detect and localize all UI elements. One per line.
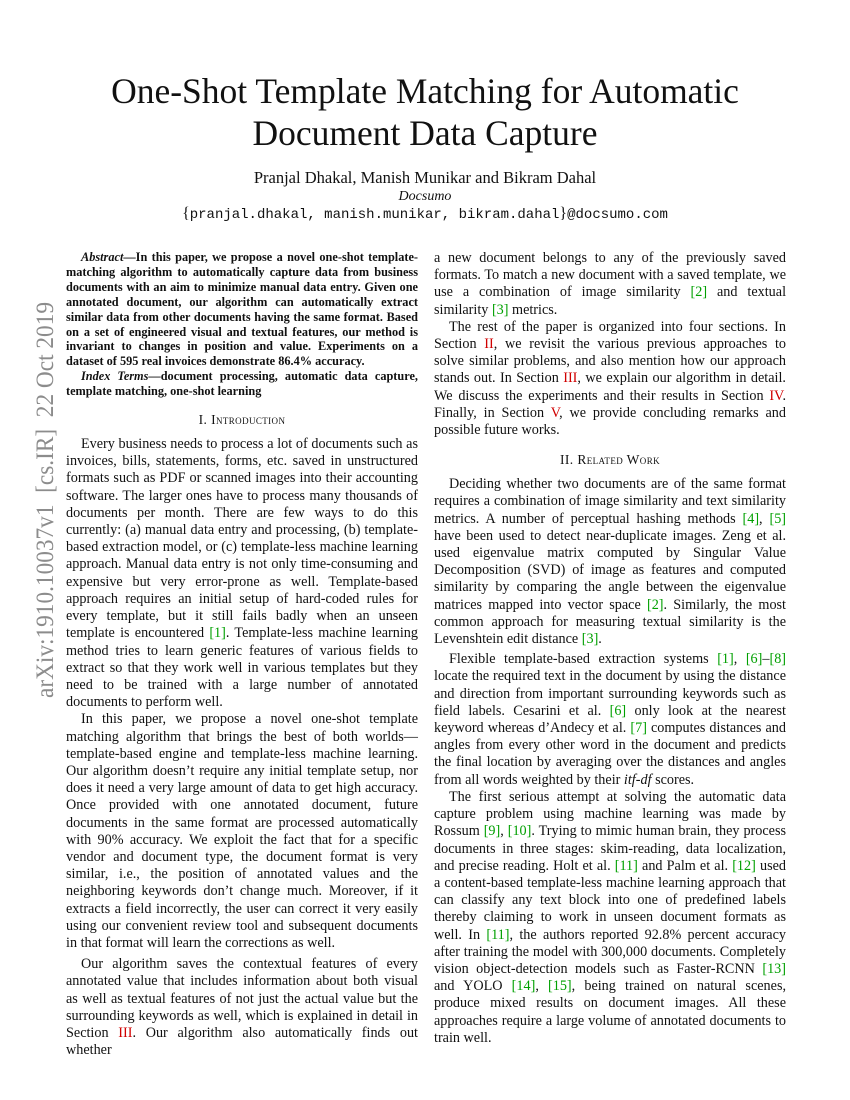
section-heading-related-work: II. Related Work: [559, 452, 660, 468]
citation-link[interactable]: [10]: [507, 823, 532, 840]
abstract-text: —In this paper, we propose a novel one-shot template-matching algorithm to automatically capture data from business documents with an aim to minimize manual data entry. Given one annotated document, our algorithm can automatically extract similar data from other documents having the same format. Based on a set of engineered visual and textual features, our method is invariant to changes in position and value. Experiments on a dataset of 595 real invoices demonstrate 86.4% accuracy.: [66, 250, 418, 369]
affiliation: Docsumo: [398, 189, 452, 204]
intro-paragraph-1: Every business needs to process a lot of documents such as invoices, bills, statements, forms, etc. saved in unstructured formats such as PDF or scanned images into their accounting software. The larger ones have to process many thousands of documents per month. There are few ways to do this currently: (a) manual data entry and processing, (b) template-based extraction model, or (c) template-less machine learning approach. Manual data entry is not only time-consuming and expensive but very error-prone as well. Template-based approach requires an initial setup of hard-coded rules for every template, but it still fails badly when an unseen template is encountered [1]. Template-less machine learning method tries to learn generic features of various fields to extract so that they work well in various templates but they need to be trained with a large number of annotated documents to perform well.: [66, 436, 418, 711]
section-link[interactable]: II: [484, 336, 494, 353]
email-usernames: pranjal.dhakal, manish.munikar, bikram.dahal: [189, 207, 560, 223]
title-line-1: One-Shot Template Matching for Automatic: [111, 71, 739, 111]
section-link[interactable]: V: [550, 404, 560, 421]
citation-link[interactable]: [6]: [609, 702, 627, 719]
citation-link[interactable]: [1]: [717, 651, 734, 668]
citation-link[interactable]: [1]: [209, 625, 226, 642]
brace-open: {: [182, 205, 190, 222]
citation-link[interactable]: [6]: [745, 651, 763, 668]
section-heading-introduction: I. Introduction: [198, 412, 286, 428]
citation-link[interactable]: [8]: [769, 651, 787, 668]
arxiv-identifier-stamp: [18, 300, 66, 700]
section-link[interactable]: IV: [769, 387, 783, 404]
intro-paragraph-3: Our algorithm saves the contextual features of every annotated value that includes information about both visual as well as textual features of not just the actual value but the surrounding keywords as well, which is explained in detail in Section III. Our algorithm also automatically finds out whether: [66, 956, 418, 1059]
section-link[interactable]: III: [563, 370, 578, 387]
citation-link[interactable]: [11]: [486, 926, 510, 943]
abstract: [66, 250, 418, 369]
citation-link[interactable]: [11]: [614, 857, 638, 874]
paper-title: [80, 70, 770, 154]
abstract-label: Abstract: [81, 250, 124, 264]
citation-link[interactable]: [2]: [690, 284, 708, 301]
citation-link[interactable]: [7]: [630, 720, 647, 737]
brace-close: }: [559, 205, 568, 222]
left-column: [66, 250, 418, 1059]
index-terms: [66, 369, 418, 399]
citation-link[interactable]: [4]: [742, 510, 760, 527]
itf-df-term: itf-df: [623, 771, 652, 788]
related-paragraph-2: Flexible template-based extraction systems [1], [6]–[8] locate the required text in the document by using the distance and direction from important surrounding keywords such as field labels. Cesarini et al. [6] only look at the nearest keyword whereas d’Andecy et al. [7] computes distances and angles from every other word in the document and predicts the final location by averaging over the distances and angles from all words weighted by their itf-df scores.: [434, 651, 787, 788]
intro-paragraph-outline: The rest of the paper is organized into four sections. In Section II, we revisit the various previous approaches to solve similar problems, and also mention how our approach stands out. In Section III, we explain our algorithm in detail. We discuss the experiments and their results in Section IV. Finally, in Section V, we provide concluding remarks and possible future works.: [434, 318, 786, 439]
author-emails: [80, 205, 770, 223]
right-column: [434, 250, 786, 1047]
citation-link[interactable]: [3]: [491, 301, 509, 318]
citation-link[interactable]: [13]: [762, 960, 786, 977]
author-list: Pranjal Dhakal, Manish Munikar and Bikram Dahal: [253, 168, 597, 187]
related-paragraph-3: The first serious attempt at solving the automatic data capture problem using machine learning was made by Rossum [9], [10]. Trying to mimic human brain, they process documents in three stages: skim-reading, data localization, and precise reading. Holt et al. [11] and Palm et al. [12] used a content-based template-less machine learning approach that can classify any text block into one of predefined labels thereby claiming to work in unseen document formats as well. In [11], the authors reported 92.8% percent accuracy after training the model with 300,000 documents. Completely vision object-detection models such as Faster-RCNN [13] and YOLO [14], [15], being trained on natural scenes, produce mixed results on document images. All these approaches require a large volume of annotated documents to train well.: [434, 788, 787, 1046]
citation-link[interactable]: [15]: [548, 978, 572, 995]
related-paragraph-1: Deciding whether two documents are of the same format requires a combination of image similarity and text similarity metrics. A number of perceptual hashing methods [4], [5] have been used to detect near-duplicate images. Zeng et al. used eigenvalue matrix computed by Singular Value Decomposition (SVD) of image as features and computed similarity by comparing the angle between the eigenvalue matrices mapped into vector space [2]. Similarly, the most common approach for measuring textual similarity is the Levenshtein edit distance [3].: [434, 476, 787, 648]
title-line-2: Document Data Capture: [252, 113, 598, 153]
section-link[interactable]: III: [118, 1024, 133, 1041]
citation-link[interactable]: [2]: [646, 596, 664, 613]
intro-paragraph-continued: a new document belongs to any of the previously saved formats. To match a new document with a saved template, we use a combination of image similarity [2] and textual similarity [3] metrics.: [434, 250, 787, 318]
citation-link[interactable]: [14]: [511, 978, 536, 995]
citation-link[interactable]: [5]: [769, 510, 787, 527]
index-terms-text: —document processing, automatic data capture, template matching, one-shot learning: [66, 369, 419, 399]
arxiv-id-text: arXiv:1910.10037v1 [cs.IR] 22 Oct 2019: [30, 300, 59, 698]
citation-link[interactable]: [9]: [483, 823, 501, 840]
citation-link[interactable]: [3]: [581, 631, 599, 648]
citation-link[interactable]: [12]: [732, 857, 756, 874]
intro-paragraph-2: In this paper, we propose a novel one-shot template matching algorithm that brings the best of both worlds—template-based engine and template-less machine learning. Our algorithm doesn’t require any initial template setup, nor does it need a very large amount of data to get high accuracy. Once provided with one annotated document, future documents in the same format are processed automatically with 90% accuracy. We exploit the fact that for a specific vendor and document type, the document format is very similar, i.e., the position of annotated values and the neighboring keywords don’t change much. Moreover, if it extracts a field incorrectly, the user can correct it very easily using our convenient review tool and subsequent documents in that format will learn the corrections as well.: [66, 711, 418, 951]
email-domain: @docsumo.com: [567, 207, 668, 223]
index-terms-label: Index Terms: [81, 369, 149, 384]
